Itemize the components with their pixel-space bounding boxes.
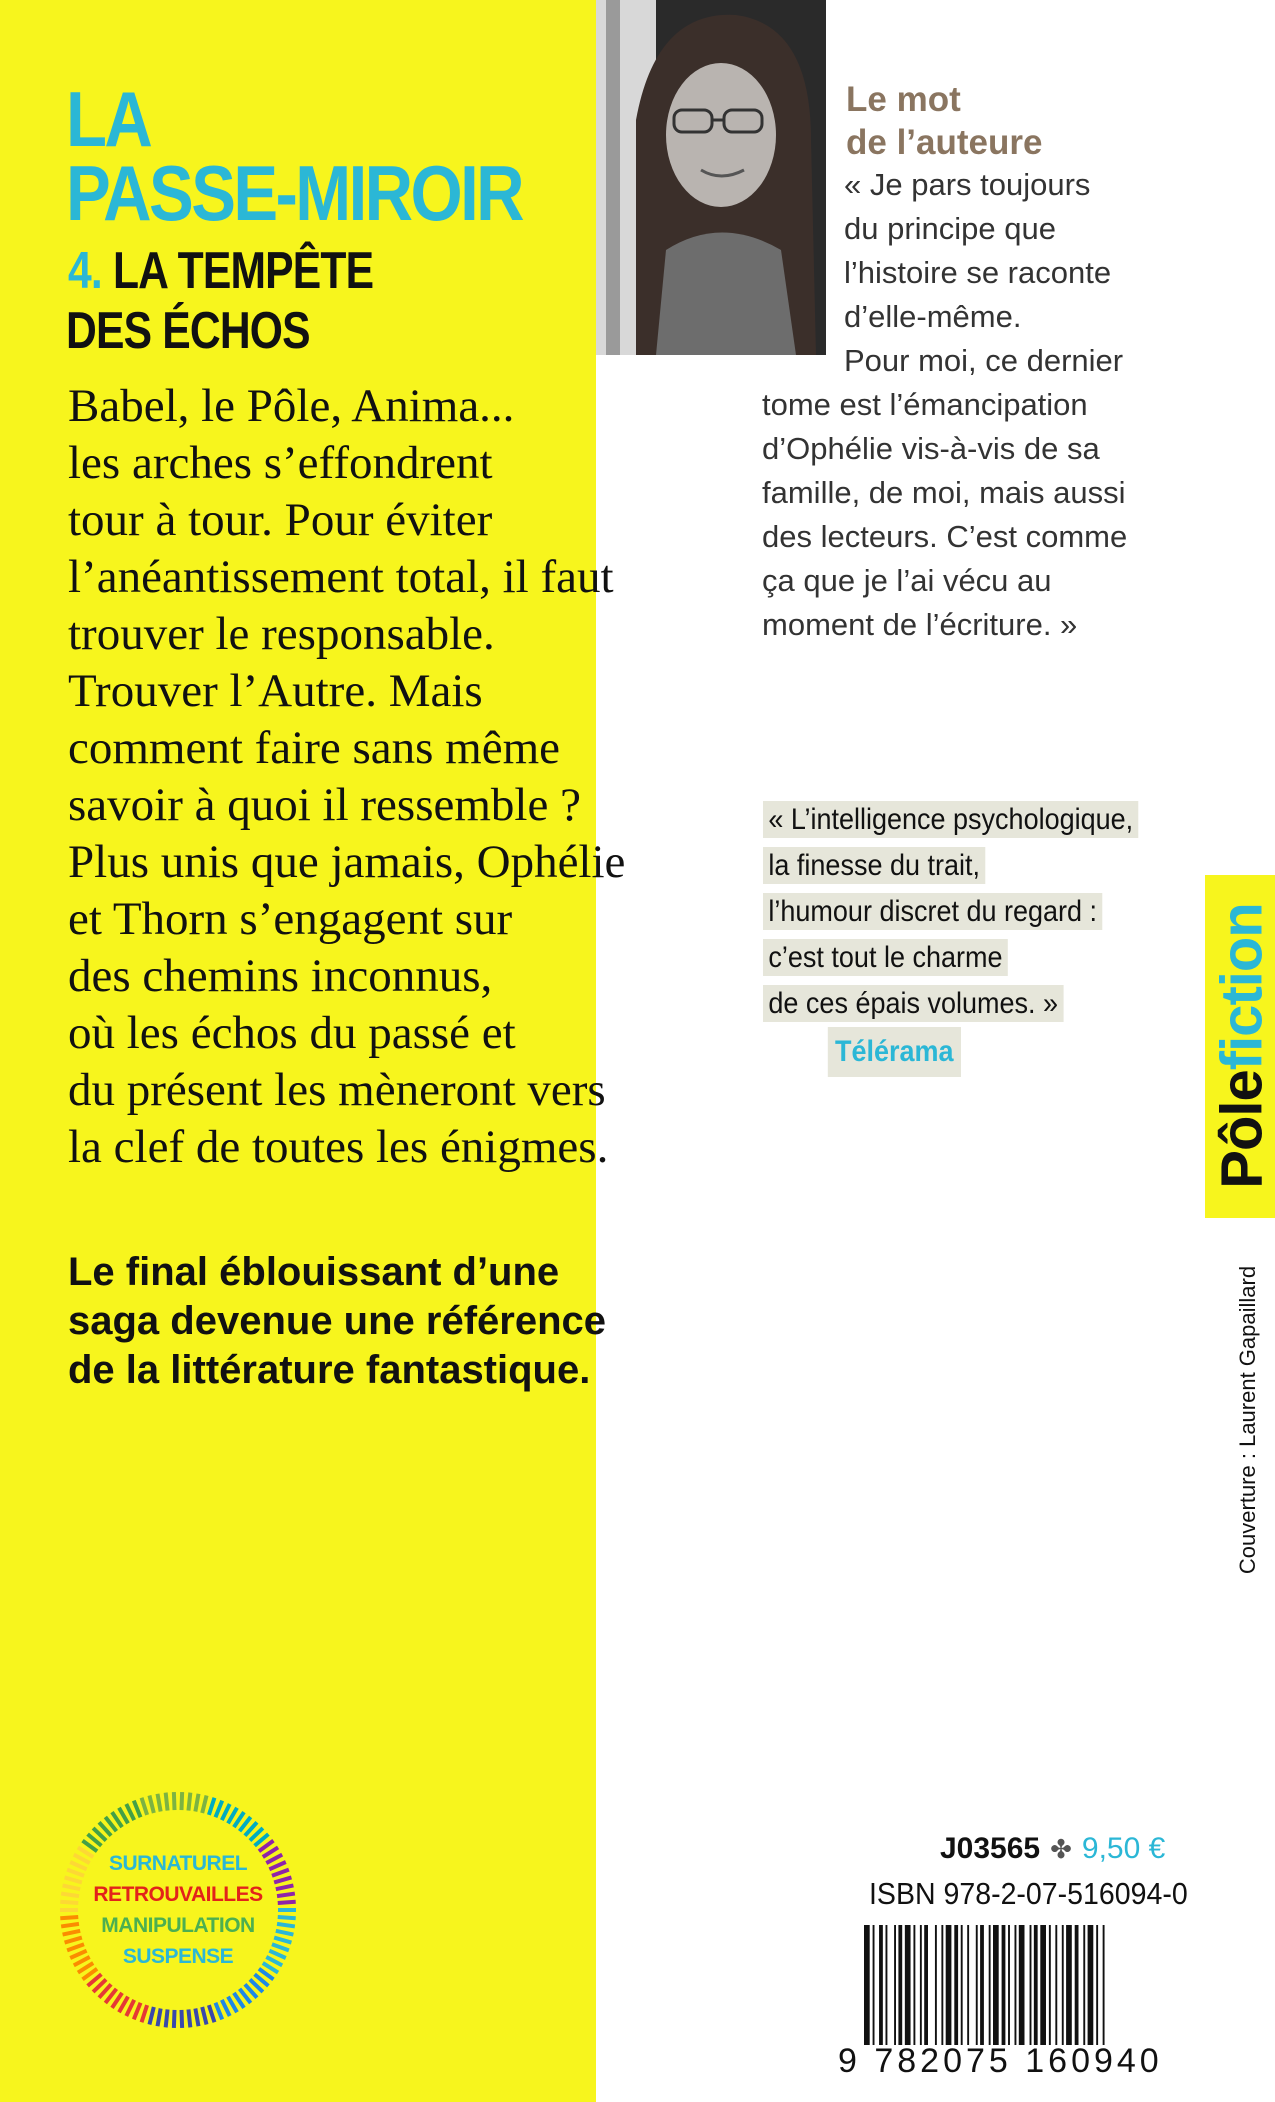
- blurb-line: savoir à quoi il ressemble ?: [68, 779, 581, 831]
- price: 9,50 €: [1081, 1832, 1166, 1865]
- author-heading: [846, 78, 1042, 164]
- product-code: J03565: [940, 1832, 1041, 1865]
- review-line: [763, 981, 1139, 1027]
- press-review: [763, 797, 1139, 1077]
- tagline-line: de la littérature fantastique.: [68, 1348, 591, 1392]
- genre-word: RETROUVAILLES: [93, 1883, 263, 1906]
- genre-badge: [58, 1790, 298, 2030]
- author-quote-line: d’elle-même.: [844, 299, 1022, 334]
- author-quote-line: tome est l’émancipation: [762, 387, 1088, 422]
- volume-title-part-1: LA TEMPÊTE: [112, 242, 374, 300]
- imprint-logo-part-2: fiction: [1209, 903, 1275, 1071]
- barcode-icon: [860, 1925, 1206, 2045]
- series-title-line-1: LA: [66, 75, 151, 163]
- author-quote-line: moment de l’écriture. »: [762, 607, 1078, 642]
- blurb-line: des chemins inconnus,: [68, 950, 493, 1002]
- blurb-line: où les échos du passé et: [68, 1007, 516, 1059]
- series-title-line-2: PASSE-MIROIR: [66, 149, 523, 237]
- review-line: [763, 889, 1139, 935]
- barcode-digits: 9 782075 160940: [838, 2042, 1163, 2080]
- review-line: [763, 843, 1139, 889]
- review-line-text: la finesse du trait,: [763, 847, 985, 884]
- volume-subtitle-line-1: [68, 242, 374, 300]
- cover-credit: Couverture : Laurent Gapaillard: [1235, 1265, 1260, 1575]
- blurb-line: Babel, le Pôle, Anima...: [68, 380, 515, 432]
- review-line-text: « L’intelligence psychologique,: [763, 801, 1139, 838]
- volume-subtitle-line-2: DES ÉCHOS: [66, 302, 310, 360]
- review-source: Télérama: [828, 1027, 961, 1077]
- author-quote-line: ça que je l’ai vécu au: [762, 563, 1052, 598]
- author-heading-line-2: de l’auteure: [846, 123, 1043, 162]
- genre-word: MANIPULATION: [101, 1914, 255, 1937]
- genre-badge-words: [58, 1848, 298, 1972]
- price-row: [940, 1832, 1165, 1866]
- review-line-text: de ces épais volumes. »: [763, 985, 1063, 1022]
- tagline-line: Le final éblouissant d’une: [68, 1250, 560, 1294]
- blurb-line: tour à tour. Pour éviter: [68, 494, 493, 546]
- blurb-line: comment faire sans même: [68, 722, 561, 774]
- blurb-line: la clef de toutes les énigmes.: [68, 1121, 609, 1173]
- genre-word: SURNATUREL: [108, 1852, 248, 1875]
- blurb-line: trouver le responsable.: [68, 608, 495, 660]
- author-quote-line: des lecteurs. C’est comme: [762, 519, 1128, 554]
- review-line-text: c’est tout le charme: [763, 939, 1008, 976]
- blurb: [68, 378, 668, 1176]
- author-quote-line: « Je pars toujours: [844, 167, 1091, 202]
- author-heading-line-1: Le mot: [846, 80, 961, 119]
- author-quote-line: famille, de moi, mais aussi: [762, 475, 1126, 510]
- review-line-text: l’humour discret du regard :: [763, 893, 1102, 930]
- tagline-line: saga devenue une référence: [68, 1299, 607, 1343]
- author-quote-line: l’histoire se raconte: [844, 255, 1112, 290]
- blurb-line: les arches s’effondrent: [68, 437, 493, 489]
- blurb-line: du présent les mèneront vers: [68, 1064, 606, 1116]
- author-quote-line: d’Ophélie vis-à-vis de sa: [762, 431, 1100, 466]
- review-line: [763, 797, 1139, 843]
- genre-word: SUSPENSE: [122, 1945, 234, 1968]
- author-quote-line: Pour moi, ce dernier: [844, 343, 1124, 378]
- imprint-logo: [1209, 903, 1275, 1188]
- imprint-logo-part-1: Pôle: [1209, 1070, 1275, 1189]
- author-quote: [762, 163, 1127, 647]
- blurb-line: l’anéantissement total, il faut: [68, 551, 614, 603]
- review-line: [763, 935, 1139, 981]
- blurb-line: et Thorn s’engagent sur: [68, 893, 513, 945]
- volume-number: 4.: [68, 242, 102, 300]
- isbn: ISBN 978-2-07-516094-0: [869, 1876, 1188, 1911]
- author-quote-line: du principe que: [844, 211, 1056, 246]
- blurb-line: Plus unis que jamais, Ophélie: [68, 836, 626, 888]
- blurb-line: Trouver l’Autre. Mais: [68, 665, 483, 717]
- tagline: [68, 1248, 606, 1395]
- price-symbol-icon: ✤: [1050, 1834, 1072, 1864]
